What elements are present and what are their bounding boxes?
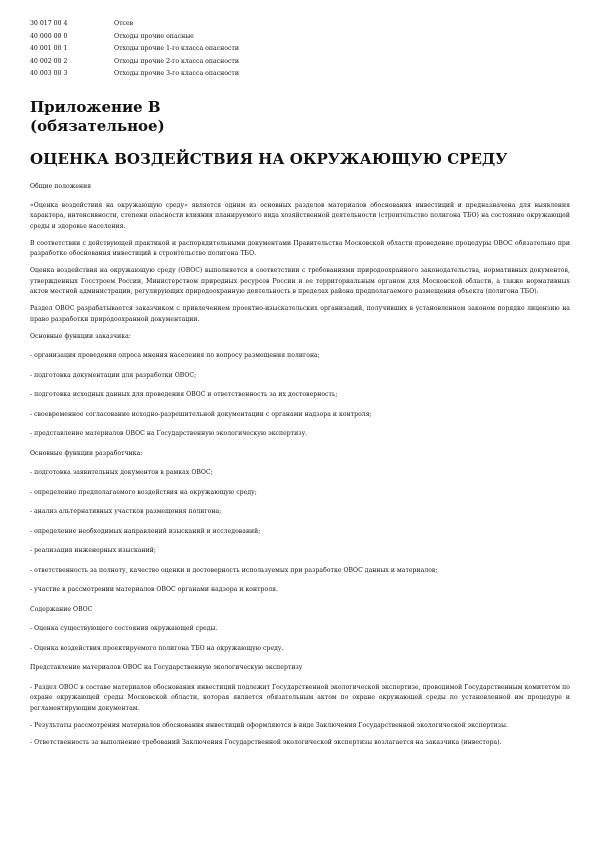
subheading-expertise: Представление материалов ОВОС на Государственную экологическую экспертизу	[30, 664, 303, 671]
waste-name: Отходы прочие 1-го класса опасности	[114, 45, 239, 52]
list-item: - представление материалов ОВОС на Государственную экологическую экспертизу.	[30, 430, 308, 437]
list-item: - подготовка документации для разработки ОВОС;	[30, 371, 197, 379]
document-body	[30, 182, 570, 755]
list-item: - Результаты рассмотрения материалов обоснования инвестиций оформляются в виде Заключения Государственной экологической экспертизы.	[30, 721, 509, 729]
list-item: - ответственность за полноту, качество оценки и достоверность используемых при разработке ОВОС данных и материалов;	[30, 566, 438, 574]
list-item: - Оценка воздействия проектируемого полигона ТБО на окружающую среду.	[30, 644, 284, 652]
list-item: - подготовка заявительных документов в рамках ОВОС;	[30, 469, 213, 476]
appendix-status: (обязательное)	[30, 117, 165, 135]
list-item: - определение предполагаемого воздействия на окружающую среду;	[30, 488, 257, 496]
paragraph: «Оценка воздействия на окружающую среду» является одним из основных разделов материалов обоснования инвестиций и предназначена для выявления характера, интенсивности, степени опасности влияния планируемого вида хозяйственной деятельности (строительство полигона ТБО) на состояние окружающей среды и здоровье населения.	[30, 201, 570, 230]
paragraph: В соответствии с действующей практикой и распорядительными документами Правительства Московской области проведение процедуры ОВОС обязательно при разработке обоснования инвестиций в строительство полигона ТБО.	[30, 239, 570, 257]
waste-codes-table	[30, 18, 570, 81]
list-item: - участие в рассмотрении материалов ОВОС органами надзора и контроля.	[30, 586, 279, 593]
list-item: - Ответственность за выполнение требований Заключения Государственной экологической экспертизы возлагается на заказчика (инвестора).	[30, 738, 502, 746]
waste-code: 30 017 00 4	[30, 20, 68, 27]
list-item: - подготовка исходных данных для проведения ОВОС и ответственность за их достоверность;	[30, 391, 338, 398]
subheading-developer-functions: Основные функции разработчика:	[30, 449, 143, 457]
waste-name: Отходы прочие 3-го класса опасности	[114, 70, 239, 77]
list-item: - реализация инженерных изысканий;	[30, 547, 157, 554]
waste-code: 40 003 00 3	[30, 70, 68, 77]
paragraph: Раздел ОВОС разрабатывается заказчиком с привлечением проектно-изыскательских организаций, получивших в установленном законом порядке лицензию на право разработки природоохранной документации.	[30, 305, 570, 323]
list-item: - своевременное согласование исходно-разрешительной документации с органами надзора и контроля;	[30, 410, 372, 418]
waste-code: 40 002 00 2	[30, 57, 68, 65]
table-row	[30, 18, 570, 31]
table-row	[30, 31, 570, 44]
list-item: - организация проведения опроса мнения населения по вопросу размещения полигона;	[30, 352, 320, 359]
waste-code: 40 001 00 1	[30, 45, 68, 52]
waste-name: Отходы прочие 2-го класса опасности	[114, 57, 239, 65]
waste-code: 40 000 00 0	[30, 32, 68, 40]
table-row	[30, 68, 570, 81]
table-row	[30, 43, 570, 56]
appendix-label: Приложение В	[30, 98, 161, 116]
table-row	[30, 56, 570, 69]
list-item: - Раздел ОВОС в составе материалов обоснования инвестиций подлежит Государственной экологической экспертизе, проводимой Государственным комитетом по охране окружающей среды Московской области, которая является обязательным актом по охране окружающей среды по установленной им процедуре и регламентирующим документам.	[30, 683, 570, 712]
section-title: ОЦЕНКА ВОЗДЕЙСТВИЯ НА ОКРУЖАЮЩУЮ СРЕДУ	[30, 150, 508, 168]
waste-name: Отсев	[114, 20, 134, 27]
subheading-general: Общие положения	[30, 183, 92, 190]
subheading-contents: Содержание ОВОС	[30, 605, 93, 613]
paragraph: Оценка воздействия на окружающую среду (ОВОС) выполняется в соответствии с требованиями природоохранного законодательства, нормативных документов, утвержденных Госстроем России, Министерством природных ресурсов России и ее территориальным органом для Московской области, а также нормативных актов местной администрации, регулирующих природоохранную деятельность в пределах района предполагаемого размещения объекта (полигона ТБО).	[30, 267, 570, 295]
list-item: - Оценка существующего состояния окружающей среды.	[30, 625, 218, 632]
list-item: - анализ альтернативных участков размещения полигона;	[30, 508, 222, 515]
appendix-heading	[30, 98, 570, 136]
waste-name: Отходы прочие опасные	[114, 32, 194, 40]
subheading-customer-functions: Основные функции заказчика:	[30, 332, 131, 340]
list-item: - определение необходимых направлений изысканий и исследований;	[30, 527, 261, 535]
